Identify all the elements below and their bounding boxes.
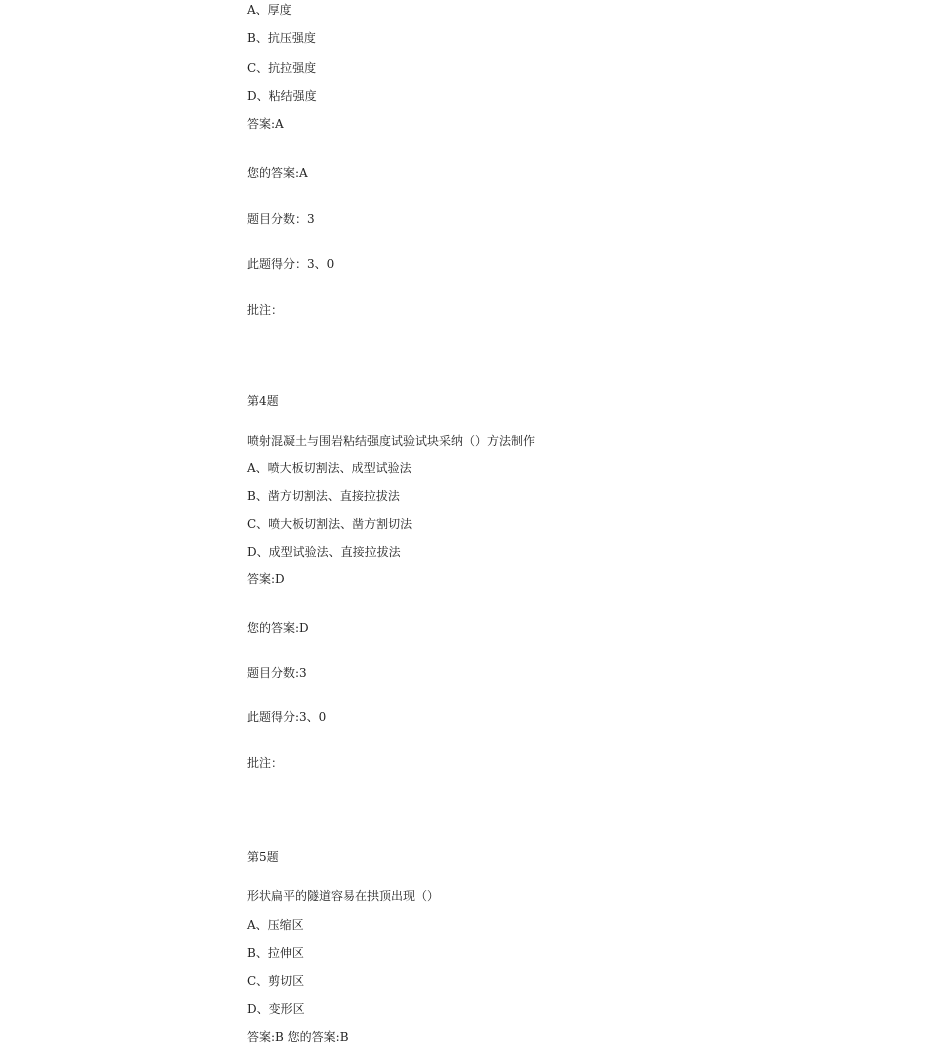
q3-option-d: D、粘结强度	[247, 89, 317, 103]
q3-option-b: B、抗压强度	[247, 31, 316, 45]
q3-your-answer: 您的答案:A	[247, 166, 308, 180]
q3-score: 题目分数：3	[247, 212, 315, 226]
q3-comment: 批注：	[247, 303, 284, 317]
q4-score: 题目分数:3	[247, 666, 307, 680]
q4-your-answer: 您的答案:D	[247, 621, 309, 635]
q4-title: 第4题	[247, 394, 279, 408]
q4-points-earned: 此题得分:3、0	[247, 710, 327, 724]
q4-option-b: B、凿方切割法、直接拉拔法	[247, 489, 400, 503]
q4-answer: 答案:D	[247, 572, 285, 586]
q4-question: 喷射混凝土与围岩粘结强度试验试块采纳（）方法制作	[247, 434, 536, 448]
q5-option-c: C、剪切区	[247, 974, 305, 988]
q5-answer-line: 答案:B 您的答案:B	[247, 1030, 349, 1044]
q4-comment: 批注：	[247, 756, 284, 770]
q3-points-earned: 此题得分：3、0	[247, 257, 335, 271]
q4-option-a: A、喷大板切割法、成型试验法	[247, 461, 412, 475]
q5-option-d: D、变形区	[247, 1002, 305, 1016]
q5-question: 形状扁平的隧道容易在拱顶出现（）	[247, 889, 440, 903]
q3-answer: 答案:A	[247, 117, 284, 131]
q5-title: 第5题	[247, 850, 279, 864]
q3-option-a: A、厚度	[247, 3, 292, 17]
q4-option-d: D、成型试验法、直接拉拔法	[247, 545, 401, 559]
q5-option-b: B、拉伸区	[247, 946, 304, 960]
q3-option-c: C、抗拉强度	[247, 61, 317, 75]
q5-option-a: A、压缩区	[247, 918, 304, 932]
q4-option-c: C、喷大板切割法、凿方割切法	[247, 517, 413, 531]
